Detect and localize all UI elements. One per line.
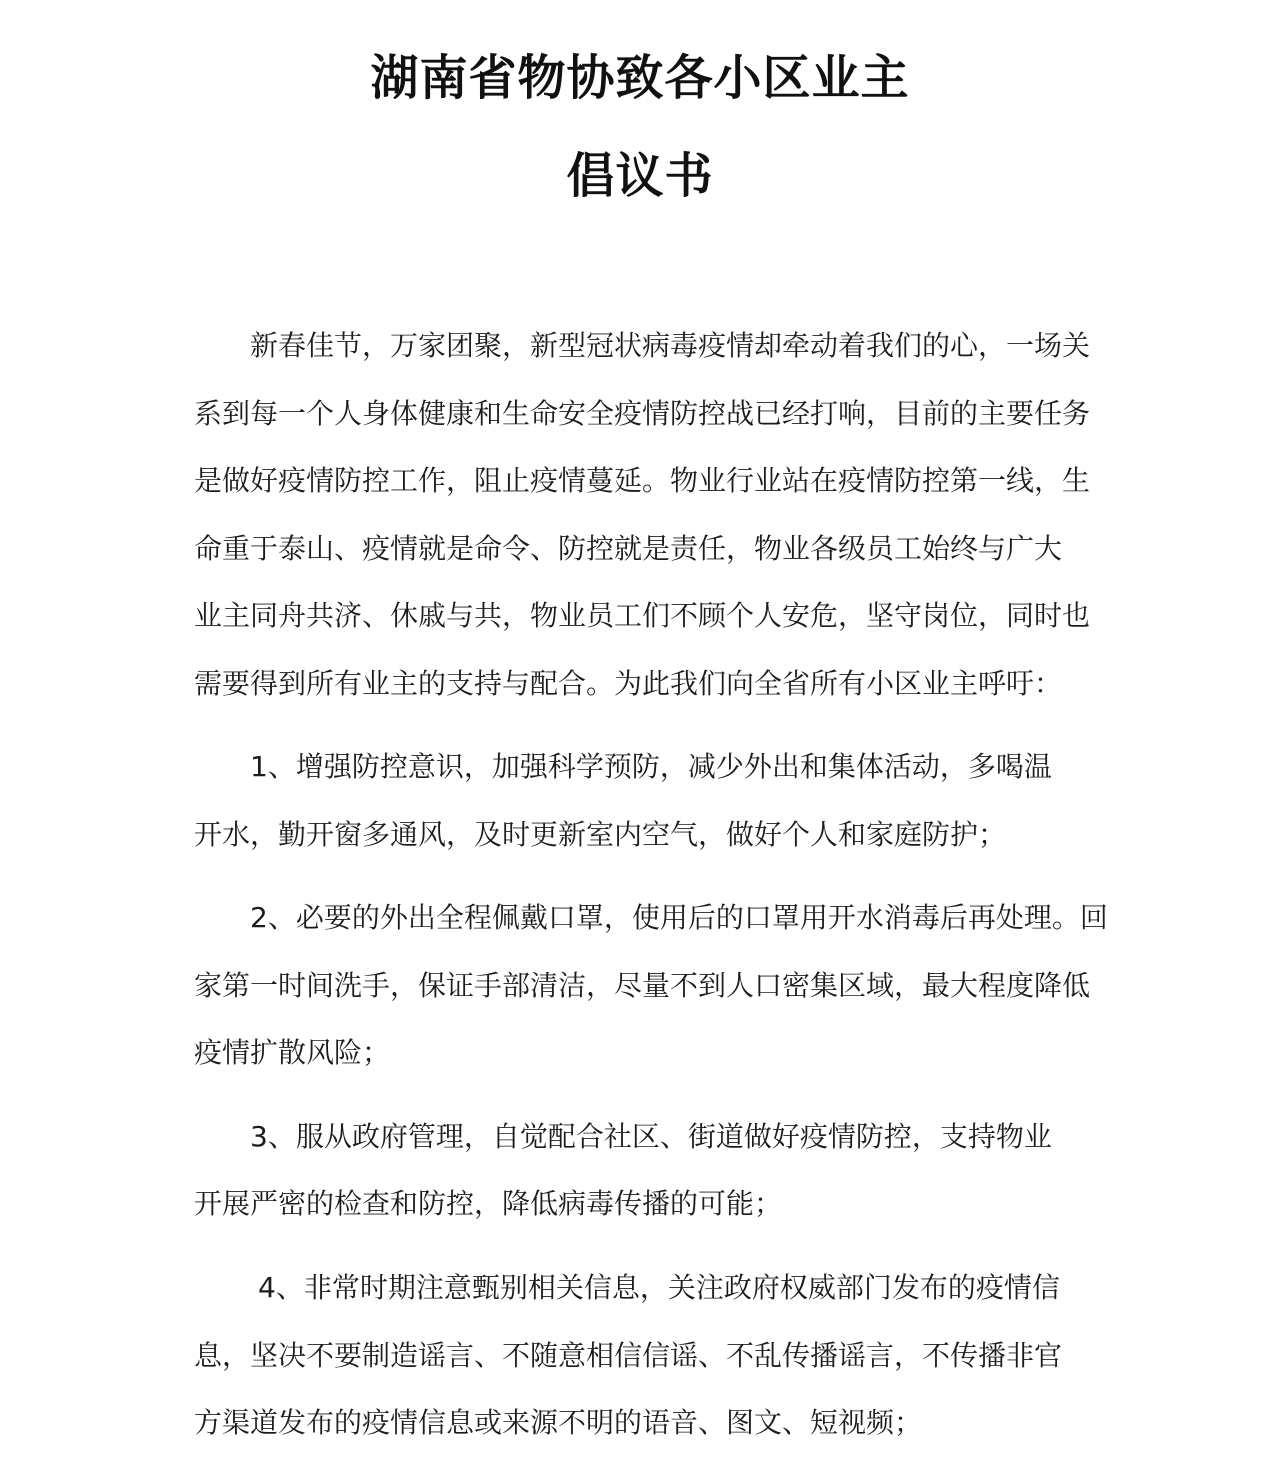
item-3-line: 开展严密的检查和防控，降低病毒传播的可能；: [194, 1187, 783, 1220]
item-4-line: 方渠道发布的疫情信息或来源不明的语音、图文、短视频；: [194, 1406, 923, 1439]
item-4-line: 息，坚决不要制造谣言、不随意相信信谣、不乱传播谣言，不传播非官: [194, 1339, 1063, 1372]
item-1-line: 开水，勤开窗多通风，及时更新室内空气，做好个人和家庭防护；: [194, 818, 1007, 851]
item-3-line: 3、服从政府管理，自觉配合社区、街道做好疫情防控，支持物业: [250, 1120, 1052, 1153]
paragraph-intro-line: 新春佳节，万家团聚，新型冠状病毒疫情却牵动着我们的心，一场关: [250, 329, 1091, 362]
document-subtitle: 倡议书: [566, 148, 714, 204]
paragraph-intro-line: 业主同舟共济、休戚与共，物业员工们不顾个人安危，坚守岗位，同时也: [194, 599, 1091, 632]
paragraph-intro-line: 需要得到所有业主的支持与配合。为此我们向全省所有小区业主呼吁：: [194, 667, 1063, 700]
item-1-line: 1、增强防控意识，加强科学预防，减少外出和集体活动，多喝温: [250, 750, 1052, 783]
paragraph-intro-line: 命重于泰山、疫情就是命令、防控就是责任，物业各级员工始终与广大: [194, 532, 1063, 565]
item-2-line: 2、必要的外出全程佩戴口罩，使用后的口罩用开水消毒后再处理。回: [250, 901, 1108, 934]
item-2-line: 家第一时间洗手，保证手部清洁，尽量不到人口密集区域，最大程度降低: [194, 969, 1091, 1002]
paragraph-intro-line: 是做好疫情防控工作，阻止疫情蔓延。物业行业站在疫情防控第一线，生: [194, 464, 1091, 497]
item-2-line: 疫情扩散风险；: [194, 1036, 391, 1069]
item-4-line: 4、非常时期注意甄别相关信息，关注政府权威部门发布的疫情信: [258, 1271, 1060, 1304]
paragraph-intro-line: 系到每一个人身体健康和生命安全疫情防控战已经打响，目前的主要任务: [194, 397, 1091, 430]
document-title: 湖南省物协致各小区业主: [370, 50, 910, 106]
